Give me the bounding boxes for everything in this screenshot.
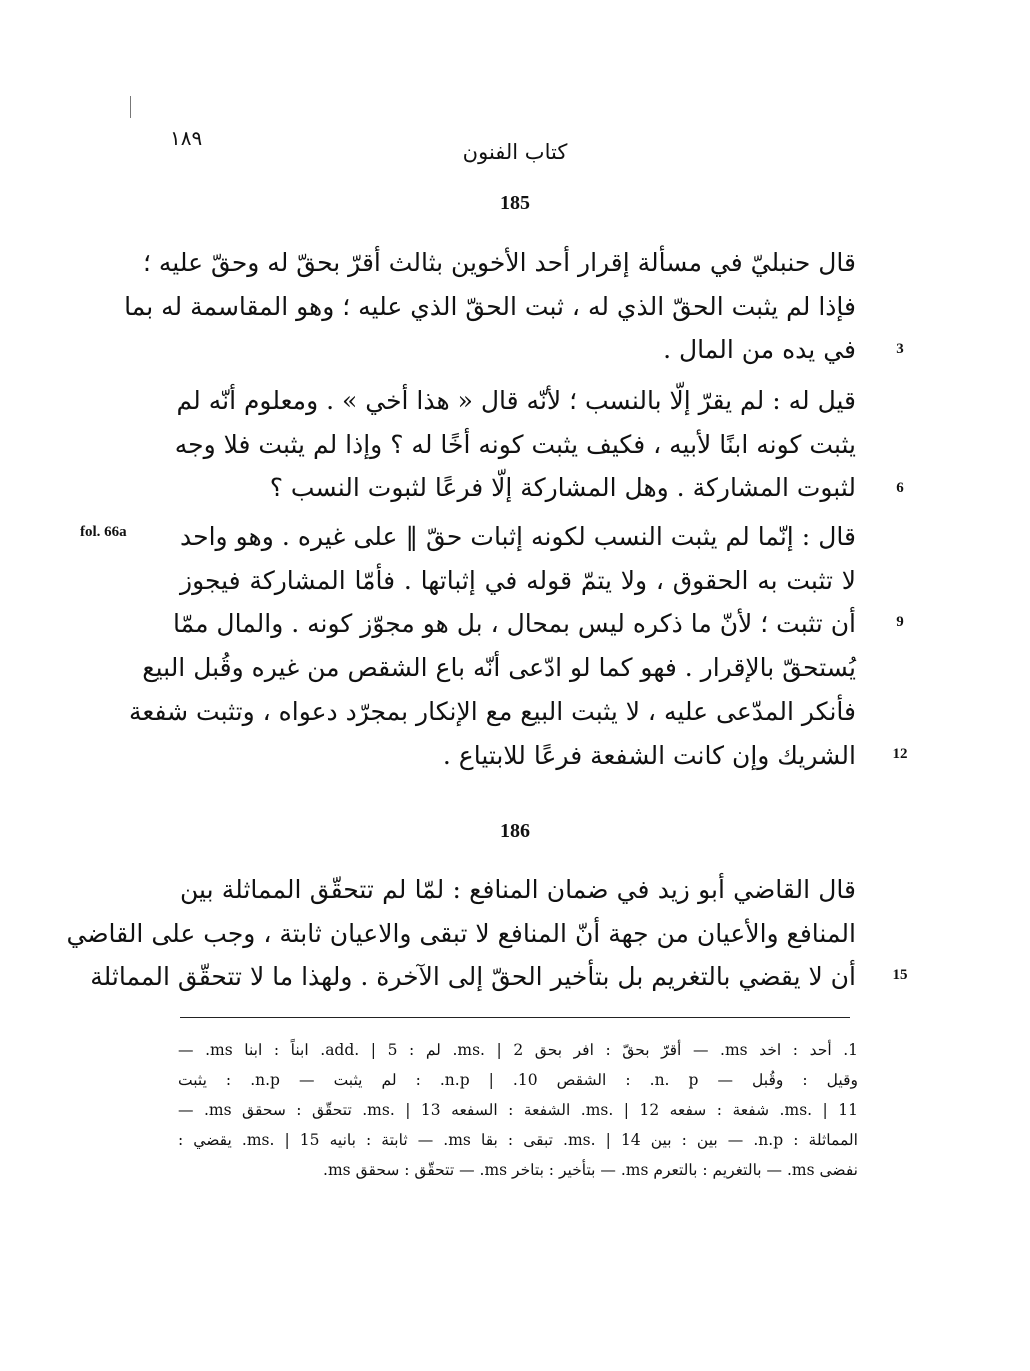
folio-mark: fol. 66a <box>80 524 127 540</box>
margin-pen-mark <box>130 96 131 118</box>
line-number: 12 <box>892 746 908 762</box>
text-line: قال حنبليّ في مسألة إقرار أحد الأخوين بثالث أقرّ بحقّ له وحقّ عليه ؛ <box>142 248 856 277</box>
running-title: كتاب الفنون <box>462 140 568 164</box>
footnote-line: ms. | 11. شفعة : سفعه ms. | 12. الشفعة : السفعه ms. | 13. تتحقّق : سحقق ms. — <box>178 1101 858 1119</box>
footnote-divider <box>180 1017 850 1018</box>
text-line: أن لا يقضي بالتغريم بل بتأخير الحقّ إلى الآخرة . ولهذا ما لا تتحقّق المماثلة <box>90 962 856 991</box>
text-line: فإذا لم يثبت الحقّ الذي له ، ثبت الحقّ الذي عليه ؛ وهو المقاسمة له بما <box>124 292 856 321</box>
text-line: الشريك وإن كانت الشفعة فرعًا للابتياع . <box>442 741 856 770</box>
line-number: 15 <box>892 967 908 983</box>
line-number: 3 <box>896 341 904 357</box>
text-line: قيل له : لم يقرّ إلّا بالنسب ؛ لأنّه قال « هذا أخي » . ومعلوم أنّه لم <box>176 386 856 415</box>
text-line: قال : إنّما لم يثبت النسب لكونه إثبات حقّ ‖ على غيره . وهو واحد <box>180 522 856 551</box>
footnote-line: وقيل : وقُبل — n. p. : الشقص 10. | n.p. : لم يثبت — n.p. : يثبت <box>178 1071 858 1089</box>
line-number: 9 <box>896 614 904 630</box>
page-number-arabic: ١٨٩ <box>170 126 203 150</box>
text-line: يثبت كونه ابنًا لأبيه ، فكيف يثبت كونه أخًا له ؟ وإذا لم يثبت فلا وجه <box>174 430 856 459</box>
footnote-line: المماثلة : n.p. — بين : بين ms. | 14. تبقى : بقا ms. — ثابتة : بانيه ms. | 15. يقضي : <box>178 1131 858 1149</box>
section-number-185: 185 <box>500 192 530 214</box>
text-line: فأنكر المدّعى عليه ، لا يثبت البيع مع الإنكار بمجرّد دعواه ، وتثبت شفعة <box>129 697 856 726</box>
text-line: في يده من المال . <box>663 335 856 364</box>
text-line: لثبوت المشاركة . وهل المشاركة إلّا فرعًا لثبوت النسب ؟ <box>269 473 856 502</box>
footnote-line: 1. أحد : اخد ms. — أقرّ بحقّ : افر بحق ms. | 2. لم : add. | 5. ابناً : ابنا ms. — <box>178 1041 859 1059</box>
text-line: يُستحقّ بالإقرار . فهو كما لو ادّعى أنّه باع الشقص من غيره وقُبل البيع <box>142 653 856 682</box>
text-line: أن تثبت ؛ لأنّ ما ذكره ليس بمحال ، بل هو مجوّز كونه . والمال ممّا <box>173 609 856 638</box>
text-line: قال القاضي أبو زيد في ضمان المنافع : لمّا لم تتحقّق المماثلة بين <box>180 875 856 904</box>
text-line: المنافع والأعيان من جهة أنّ المنافع لا تبقى والاعيان ثابتة ، وجب على القاضي <box>66 919 856 948</box>
line-number: 6 <box>896 480 904 496</box>
footnote-line: نفضى ms. — بالتغريم : بالتعرم ms. — بتأخير : بتاخر ms. — تتحقّق : سحقق ms. <box>323 1161 858 1179</box>
text-line: لا تثبت به الحقوق ، ولا يتمّ قوله في إثباتها . فأمّا المشاركة فيجوز <box>180 566 856 595</box>
section-number-186: 186 <box>500 820 530 842</box>
